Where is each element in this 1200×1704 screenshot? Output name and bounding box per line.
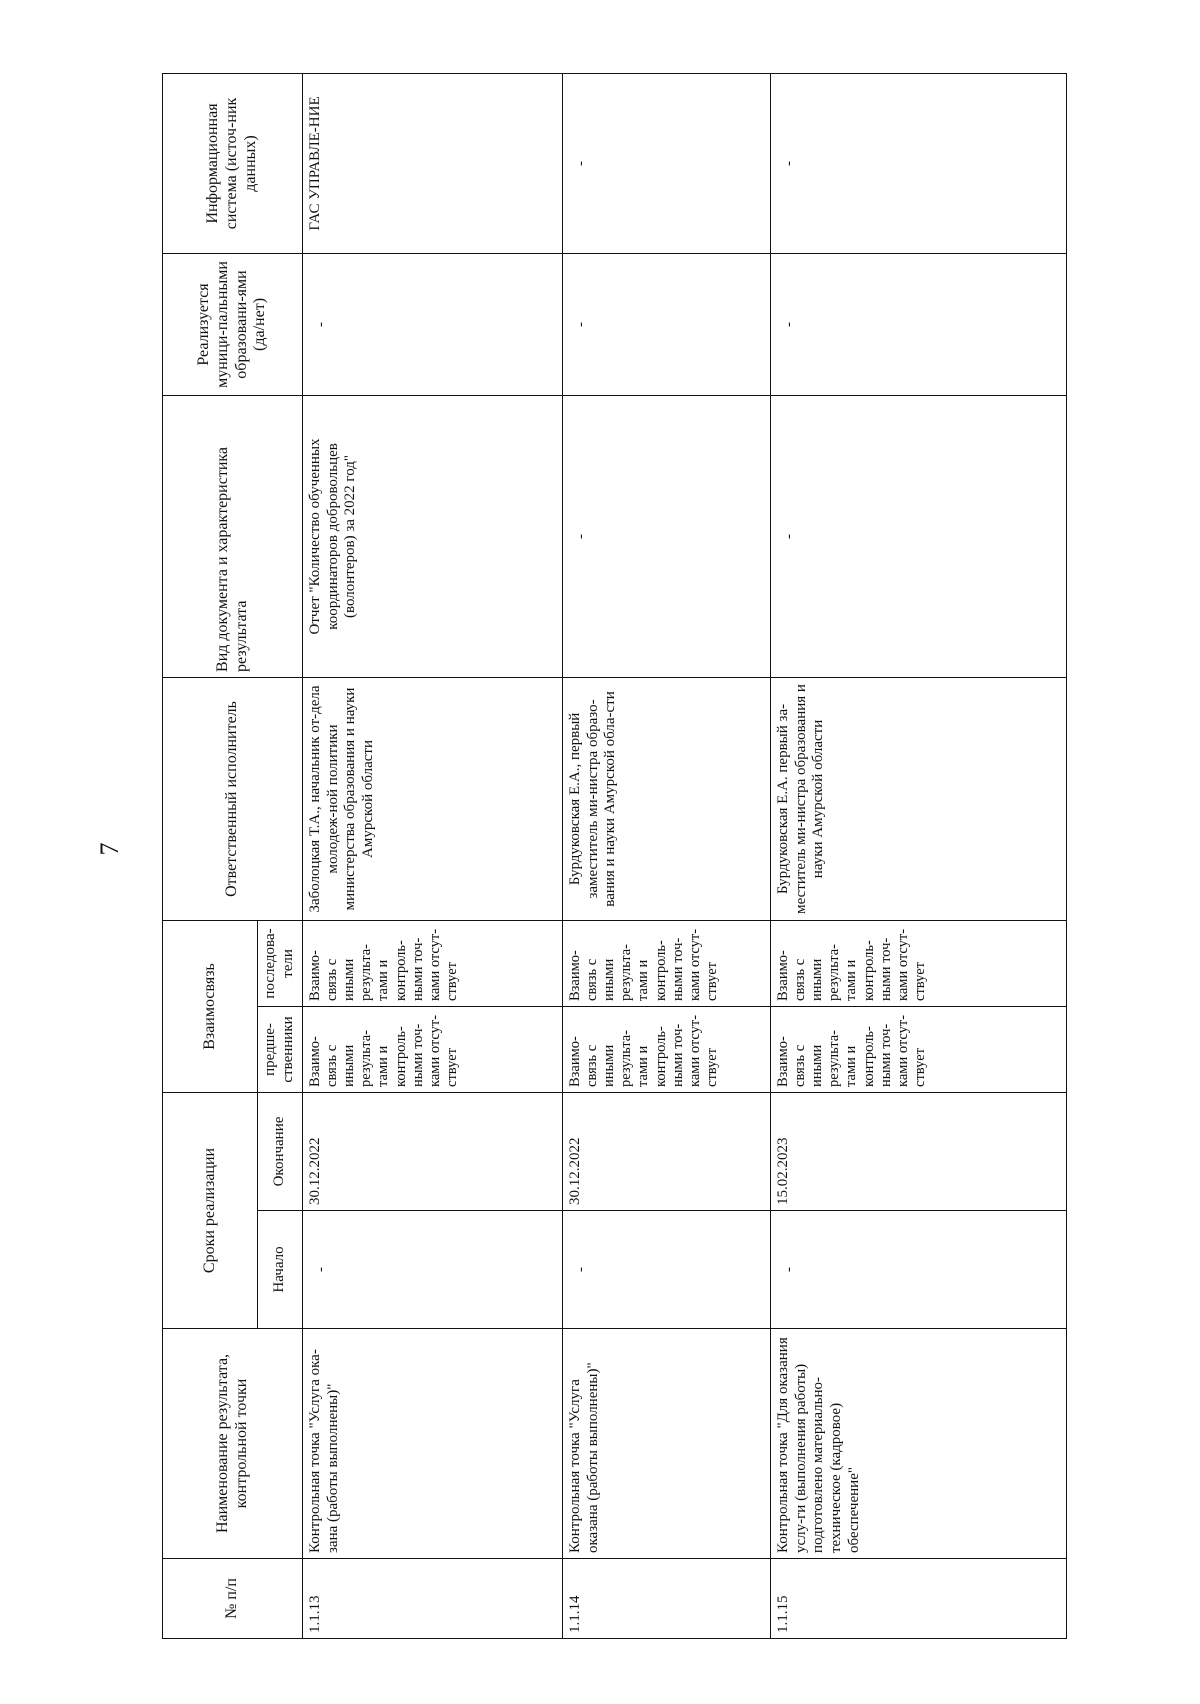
row-predecessors: Взаимо-связь с иными результа-тами и контроль-ными точ-ками отсут-ствует: [771, 1006, 1067, 1092]
row-end: 30.12.2022: [563, 1092, 771, 1210]
row-predecessors: Взаимо-связь с иными результа-тами и контроль-ными точ-ками отсут-ствует: [303, 1006, 563, 1092]
header-successors: последова-тели: [258, 920, 303, 1006]
row-num: 1.1.14: [563, 1559, 771, 1639]
row-successors: Взаимо-связь с иными результа-тами и контроль-ными точ-ками отсут-ствует: [771, 920, 1067, 1006]
row-num: 1.1.13: [303, 1559, 563, 1639]
row-end: 15.02.2023: [771, 1092, 1067, 1210]
row-responsible: Бурдуковская Е.А. первый за-меститель ми-нистра образования и науки Амурской области: [771, 677, 1067, 920]
row-name: Контрольная точка "Для оказания услу-ги (выполнения работы) подготовлено материально-техническое (кадровое) обеспечение": [771, 1329, 1067, 1559]
table-row: [771, 73, 1067, 1638]
row-info-system: ГАС УПРАВЛЕ-НИЕ: [303, 73, 563, 253]
row-successors: Взаимо-связь с иными результа-тами и контроль-ными точ-ками отсут-ствует: [563, 920, 771, 1006]
row-municipal: -: [563, 253, 771, 395]
row-start: -: [563, 1211, 771, 1329]
page-number: 7: [95, 842, 124, 856]
row-start: -: [303, 1211, 563, 1329]
header-responsible: Ответственный исполнитель: [163, 677, 303, 920]
header-municipal: Реализуется муници-пальными образовани-ями (да/нет): [163, 253, 303, 395]
header-end: Окончание: [258, 1092, 303, 1210]
table-row: [303, 73, 563, 1638]
header-start: Начало: [258, 1211, 303, 1329]
row-municipal: -: [303, 253, 563, 395]
header-predecessors: предше-ственники: [258, 1006, 303, 1092]
row-document: Отчет "Количество обученных координаторов добровольцев (волонтеров) за 2022 год": [303, 395, 563, 677]
row-municipal: -: [771, 253, 1067, 395]
row-start: -: [771, 1211, 1067, 1329]
row-name: Контрольная точка "Услуга ока- зана (работы выполнены)": [303, 1329, 563, 1559]
row-info-system: -: [563, 73, 771, 253]
table-row: [563, 73, 771, 1638]
row-predecessors: Взаимо-связь с иными результа-тами и контроль-ными точ-ками отсут-ствует: [563, 1006, 771, 1092]
header-info-system: Информационная система (источ-ник данных): [163, 73, 303, 253]
row-num: 1.1.15: [771, 1559, 1067, 1639]
header-document: Вид документа и характеристика результата: [163, 395, 303, 677]
row-successors: Взаимо-связь с иными результа-тами и контроль-ными точ-ками отсут-ствует: [303, 920, 563, 1006]
row-end: 30.12.2022: [303, 1092, 563, 1210]
header-terms: Сроки реализации: [163, 1092, 258, 1328]
row-name: Контрольная точка "Услуга оказана (работы выполнены)": [563, 1329, 771, 1559]
row-responsible: Заболоцкая Т.А., начальник от-дела молодеж-ной политики министерства образования и науки Амурской области: [303, 677, 563, 920]
row-responsible: Бурдуковская Е.А., первый заместитель ми-нистра образо-вания и науки Амурской обла-сти: [563, 677, 771, 920]
header-num: № п/п: [163, 1559, 303, 1639]
plan-table: [162, 73, 1067, 1639]
header-name: Наименование результата, контрольной точки: [163, 1329, 303, 1559]
header-relation: Взаимосвязь: [163, 920, 258, 1092]
row-document: -: [563, 395, 771, 677]
row-document: -: [771, 395, 1067, 677]
row-info-system: -: [771, 73, 1067, 253]
